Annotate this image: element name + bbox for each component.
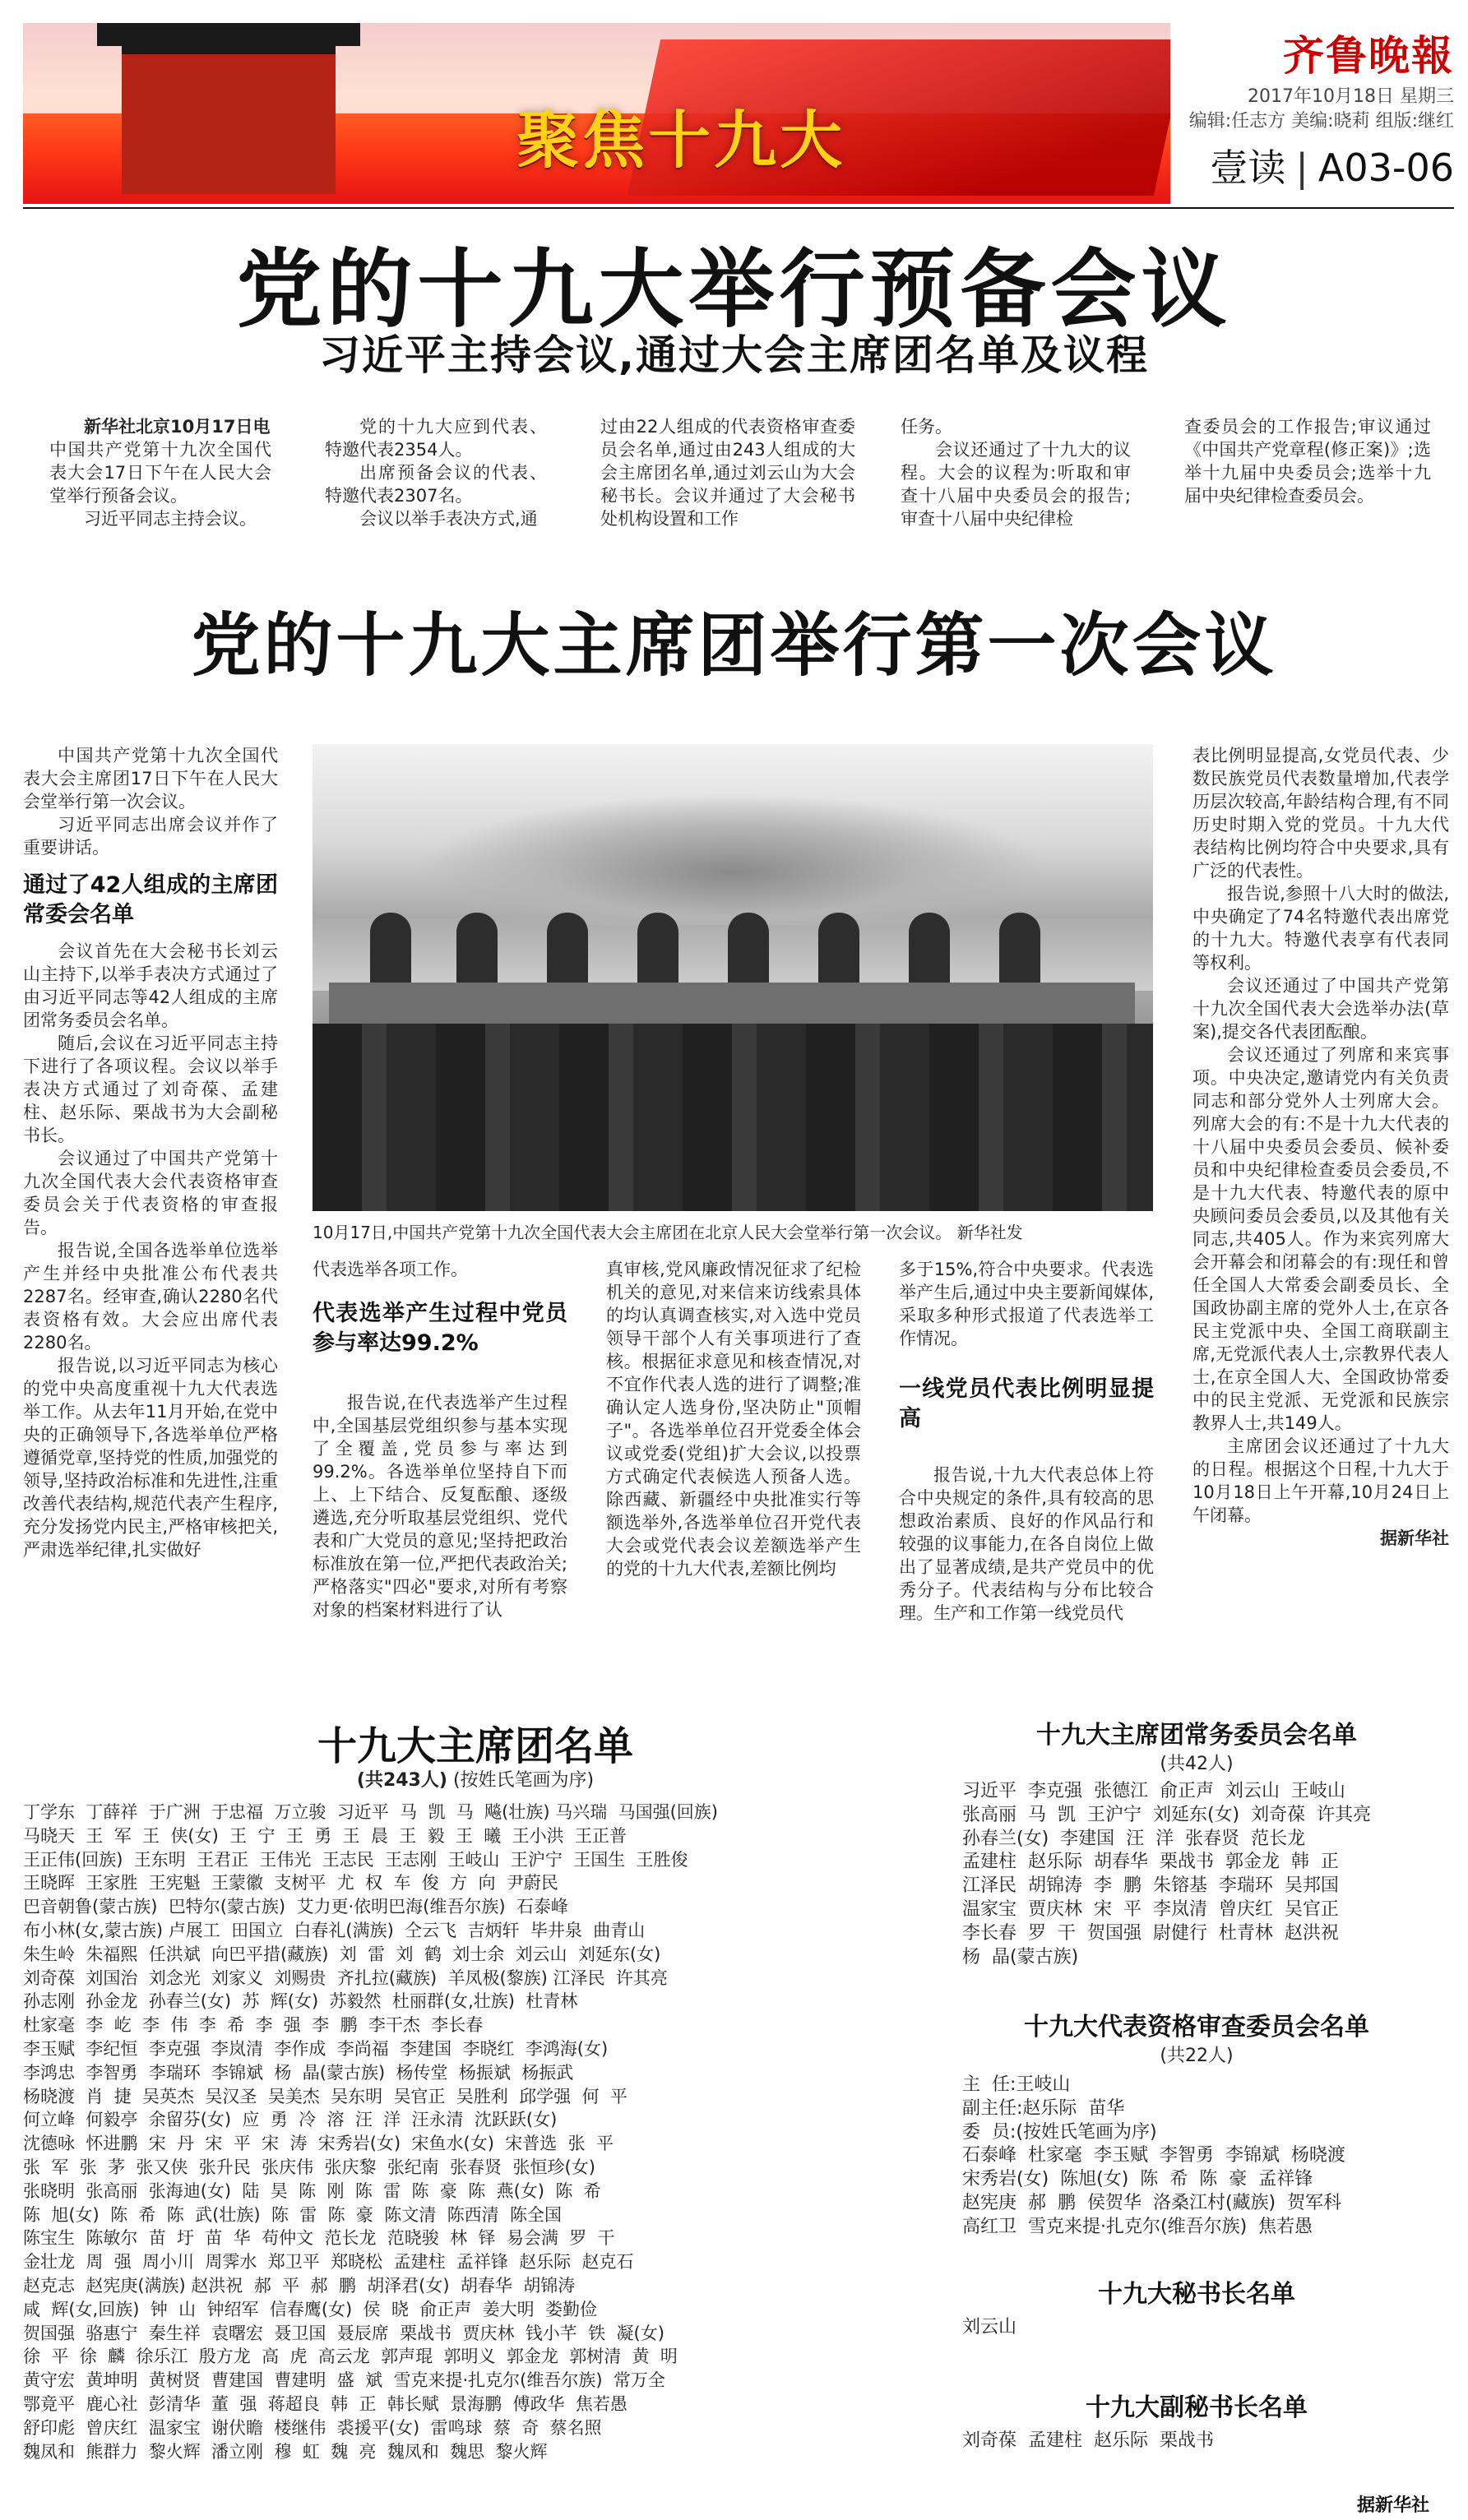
presidium-name-row: 张晓明 张高丽 张海迪(女) 陆 昊 陈 刚 陈 雷 陈 豪 陈 燕(女) 陈 希 <box>23 2180 601 2201</box>
article2-subhead-3: 一线党员代表比例明显提高 <box>899 1376 1154 1431</box>
article2-paragraph: 中国共产党第十九次全国代表大会主席团17日下午在人民大会堂举行第一次会议。 <box>23 746 278 811</box>
presidium-member-figure <box>547 913 588 991</box>
presidium-member-figure <box>728 913 769 991</box>
article1-paragraph: 查委员会的工作报告;审议通过《中国共产党章程(修正案)》;选举十九届中央委员会;选举十九届中央纪律检查委员会。 <box>1184 417 1431 506</box>
article2-paragraph: 会议首先在大会秘书长刘云山主持下,以举手表决方式通过了由习近平同志等42人组成的主席团常务委员会名单。 <box>23 941 278 1030</box>
article2-column-1 <box>23 744 278 1657</box>
standing-committee-name-row: 江泽民 胡锦涛 李 鹏 朱镕基 李瑞环 吴邦国 <box>962 1875 1339 1897</box>
deputy-secretary-general-names: 刘奇葆 孟建柱 赵乐际 栗战书 <box>962 2430 1214 2451</box>
article2-paragraph: 报告说,在代表选举产生过程中,全国基层党组织参与基本实现了全覆盖,党员参与率达到99.2%。各选举单位坚持自下而上、上下结合、反复酝酿、逐级遴选,充分听取基层党组织、党代表和广大党员的意见;坚持把政治标准放在第一位,严把代表政治关;严格落实"四必"要求,对所有考察对象的档案材料进行了认 <box>313 1393 567 1620</box>
secretary-general-name: 刘云山 <box>962 2317 1017 2337</box>
credentials-committee-name-row: 副主任:赵乐际 苗华 <box>962 2097 1125 2119</box>
deputy-secretary-general-title: 十九大副秘书长名单 <box>1086 2393 1308 2422</box>
presidium-name-row: 刘奇葆 刘国治 刘念光 刘家义 刘赐贵 齐扎拉(藏族) 羊凤极(黎族) 江泽民 许其亮 <box>23 1967 668 1988</box>
article2-paragraph: 报告说,全国各选举单位选举产生并经中央批准公布代表共2287名。经审查,确认2280名代表资格有效。大会应出席代表2280名。 <box>23 1241 278 1352</box>
standing-committee-name-row: 杨 晶(蒙古族) <box>962 1946 1079 1967</box>
article2-column-5 <box>1192 744 1449 1657</box>
credentials-committee-name-row: 高红卫 雪克来提·扎克尔(维吾尔族) 焦若愚 <box>962 2216 1313 2237</box>
presidium-name-row: 王正伟(回族) 王东明 王君正 王伟光 王志民 王志刚 王岐山 王沪宁 王国生 王胜俊 <box>23 1849 688 1870</box>
article2-paragraph: 真审核,党风廉政情况征求了纪检机关的意见,对来信来访线索具体的均认真调查核实,对入选中党员领导干部个人有关事项进行了查核。根据征求意见和核查情况,对不宜作代表人选的进行了调整;准确认定人选身份,坚决防止"顶帽子"。各选举单位召开党委全体会议或党委(党组)扩大会议,以投票方式确定代表候选人预备人选。除西藏、新疆经中央批准实行等额选举外,各选举单位召开党代表大会或党代表会议差额选举产生的党的十九大代表,差额比例均 <box>606 1260 861 1579</box>
presidium-name-row: 李玉赋 李纪恒 李克强 李岚清 李作成 李尚福 李建国 李晓红 李鸿海(女) <box>23 2038 609 2059</box>
article2-headline: 党的十九大主席团举行第一次会议 <box>191 605 1277 686</box>
section-name: 壹读 <box>1210 146 1286 190</box>
article2-paragraph: 习近平同志出席会议并作了重要讲话。 <box>23 815 278 858</box>
presidium-name-row: 何立峰 何毅亭 余留芬(女) 应 勇 冷 溶 汪 洋 汪永清 沈跃跃(女) <box>23 2110 558 2130</box>
presidium-name-row: 巴音朝鲁(蒙古族) 巴特尔(蒙古族) 艾力更·依明巴海(维吾尔族) 石泰峰 <box>23 1897 568 1917</box>
presidium-name-row: 陈宝生 陈敏尔 苗 圩 苗 华 苟仲文 范长龙 范晓骏 林 铎 易会满 罗 干 <box>23 2228 615 2249</box>
article2-paragraph: 代表选举各项工作。 <box>313 1260 468 1279</box>
credentials-committee-name-row: 石泰峰 杜家毫 李玉赋 李智勇 李锦斌 杨晓渡 <box>962 2145 1345 2166</box>
article2-column-3 <box>606 1258 861 1657</box>
article2-paragraph: 会议还通过了中国共产党第十九次全国代表大会选举办法(草案),提交各代表团酝酿。 <box>1192 976 1449 1042</box>
article2-subhead-1: 通过了42人组成的主席团常委会名单 <box>23 872 278 927</box>
presidium-meeting-photo <box>313 744 1153 1211</box>
banner-image <box>23 23 1170 204</box>
article1-paragraph: 任务。 <box>901 417 952 437</box>
presidium-name-list <box>23 1801 936 2487</box>
header-rule <box>23 207 1454 209</box>
presidium-name-row: 陈 旭(女) 陈 希 陈 武(壮族) 陈 雷 陈 豪 陈文清 陈西清 陈全国 <box>23 2204 562 2225</box>
standing-committee-name-row: 习近平 李克强 张德江 俞正声 刘云山 王岐山 <box>962 1781 1345 1801</box>
presidium-member-figure <box>999 913 1040 991</box>
credentials-committee-name-row: 委 员:(按姓氏笔画为序) <box>962 2121 1157 2143</box>
presidium-order-note: (按姓氏笔画为序) <box>452 1770 595 1791</box>
article2-paragraph: 表比例明显提高,女党员代表、少数民族党员代表数量增加,代表学历层次较高,年龄结构合理,有不同历史时期入党的党员。十九大代表结构比例均符合中央要求,具有广泛的代表性。 <box>1192 746 1449 881</box>
presidium-name-row: 王晓晖 王家胜 王宪魁 王蒙徽 支树平 尤 权 车 俊 方 向 尹蔚民 <box>23 1873 558 1893</box>
article1-column-1 <box>49 415 271 559</box>
article1-subheadline: 习近平主持会议,通过大会主席团名单及议程 <box>319 331 1149 379</box>
masthead <box>1183 23 1454 209</box>
section-divider: | <box>1295 146 1308 190</box>
standing-committee-name-row: 李长春 罗 干 贺国强 尉健行 杜青林 赵洪祝 <box>962 1922 1339 1944</box>
standing-committee-name-row: 孙春兰(女) 李建国 汪 洋 张春贤 范长龙 <box>962 1828 1306 1849</box>
presidium-name-row: 徐 平 徐 麟 徐乐江 殷方龙 高 虎 高云龙 郭声琨 郭明义 郭金龙 郭树清 黄 明 <box>23 2347 678 2367</box>
tiananmen-gate-graphic <box>122 39 336 194</box>
credentials-committee-name-row: 主 任:王岐山 <box>962 2074 1071 2095</box>
presidium-name-row: 马晓天 王 军 王 侠(女) 王 宁 王 勇 王 晨 王 毅 王 曦 王小洪 王正普 <box>23 1825 627 1846</box>
standing-committee-name-list <box>962 1780 1447 1973</box>
article2-column-4 <box>899 1258 1154 1657</box>
credentials-committee-name-list <box>962 2074 1447 2246</box>
banner-title: 聚焦十九大 <box>516 104 845 177</box>
paper-name: 齐鲁晚報 <box>1283 31 1454 80</box>
presidium-member-figure <box>818 913 859 991</box>
presidium-member-figure <box>637 913 678 991</box>
date-line: 2017年10月18日 星期三 <box>1248 86 1454 107</box>
presidium-member-figure <box>456 913 498 991</box>
article2-column-2 <box>313 1258 567 1657</box>
presidium-name-row: 魏凤和 熊群力 黎火辉 潘立刚 穆 虹 魏 亮 魏凤和 魏思 黎火辉 <box>23 2441 548 2462</box>
article1-column-5 <box>1184 415 1431 559</box>
presidium-member-figure <box>909 913 950 991</box>
article2-paragraph: 多于15%,符合中央要求。代表选举产生后,通过中央主要新闻媒体,采取多种形式报道了代表选举工作情况。 <box>899 1260 1154 1348</box>
presidium-name-row: 杜家毫 李 屹 李 伟 李 希 李 强 李 鹏 李干杰 李长春 <box>23 2015 484 2036</box>
article1-paragraph: 会议以举手表决方式,通 <box>359 509 538 529</box>
presidium-name-row: 孙志刚 孙金龙 孙春兰(女) 苏 辉(女) 苏毅然 杜丽群(女,壮族) 杜青林 <box>23 1991 578 2012</box>
credentials-committee-count: (共22人) <box>1160 2046 1234 2066</box>
presidium-name-row: 杨晓渡 肖 捷 吴英杰 吴汉圣 吴美杰 吴东明 吴官正 吴胜利 邱学强 何 平 <box>23 2086 627 2106</box>
presidium-name-row: 贺国强 骆惠宁 秦生祥 袁曙宏 聂卫国 聂辰席 栗战书 贾庆林 钱小芊 铁 凝(女) <box>23 2323 665 2343</box>
standing-committee-name-row: 孟建柱 赵乐际 胡春华 栗战书 郭金龙 韩 正 <box>962 1852 1339 1873</box>
presidium-list-title: 十九大主席团名单 <box>317 1723 633 1769</box>
presidium-name-row: 沈德咏 怀进鹏 宋 丹 宋 平 宋 涛 宋秀岩(女) 宋鱼水(女) 宋普选 张 平 <box>23 2134 614 2154</box>
presidium-name-row: 布小林(女,蒙古族) 卢展工 田国立 白春礼(满族) 仝云飞 吉炳轩 毕井泉 曲青山 <box>23 1920 646 1940</box>
presidium-name-row: 丁学东 丁薛祥 于广洲 于忠福 万立骏 习近平 马 凯 马 飚(壮族) 马兴瑞 马国强(回族) <box>23 1802 718 1822</box>
article2-credit: 据新华社 <box>1380 1528 1449 1548</box>
presidium-member-figure <box>370 913 411 991</box>
article1-headline: 党的十九大举行预备会议 <box>236 239 1232 340</box>
presidium-name-row: 黄守宏 黄坤明 黄树贤 曹建国 曹建明 盛 斌 雪克来提·扎克尔(维吾尔族) 常万全 <box>23 2370 665 2391</box>
credentials-committee-title: 十九大代表资格审查委员会名单 <box>1024 2013 1369 2041</box>
article2-paragraph: 随后,会议在习近平同志主持下进行了各项议程。会议以举手表决方式通过了刘奇葆、孟建柱、赵乐际、栗战书为大会副秘书长。 <box>23 1033 278 1145</box>
article1-paragraph: 习近平同志主持会议。 <box>84 509 257 529</box>
standing-committee-name-row: 张高丽 马 凯 王沪宁 刘延东(女) 刘奇葆 许其亮 <box>962 1804 1372 1825</box>
article1-column-3 <box>600 415 855 559</box>
audience-rows <box>313 1024 1153 1211</box>
article2-paragraph: 主席团会议还通过了十九大的日程。根据这个日程,十九大于10月18日上午开幕,10月24日上午闭幕。 <box>1192 1436 1449 1525</box>
standing-committee-count: (共42人) <box>1160 1754 1234 1774</box>
article1-paragraph: 会议还通过了十九大的议程。大会的议程为:听取和审查十八届中央委员会的报告;审查十八届中央纪律检 <box>901 440 1131 529</box>
presidium-name-row: 赵克志 赵宪庚(满族) 赵洪祝 郝 平 郝 鹏 胡泽君(女) 胡春华 胡锦涛 <box>23 2275 576 2296</box>
article1-column-4 <box>901 415 1131 559</box>
presidium-name-row: 咸 辉(女,回族) 钟 山 钟绍军 信春鹰(女) 侯 晓 俞正声 姜大明 娄勤俭 <box>23 2299 597 2319</box>
presidium-name-row: 鄂竟平 鹿心社 彭清华 董 强 蒋超良 韩 正 韩长赋 景海鹏 傅政华 焦若愚 <box>23 2393 627 2414</box>
article2-paragraph: 报告说,十九大代表总体上符合中央规定的条件,具有较高的思想政治素质、良好的作风品行和较强的议事能力,在各自岗位上做出了显著成绩,是共产党员中的优秀分子。代表结构与分布比较合理。生产和工作第一线党员代 <box>899 1465 1154 1623</box>
page-range: A03-06 <box>1317 146 1454 190</box>
standing-committee-name-row: 温家宝 贾庆林 宋 平 李岚清 曾庆红 吴官正 <box>962 1898 1339 1920</box>
roster-credit: 据新华社 <box>1357 2495 1430 2516</box>
editors-line: 编辑:任志方 美编:晓莉 组版:继红 <box>1188 111 1454 132</box>
presidium-name-row: 张 军 张 茅 张又侠 张升民 张庆伟 张庆黎 张纪南 张春贤 张恒珍(女) <box>23 2157 595 2177</box>
article2-paragraph: 报告说,参照十八大时的做法,中央确定了74名特邀代表出席党的十九大。特邀代表享有代表同等权利。 <box>1192 884 1449 973</box>
article2-paragraph: 会议通过了中国共产党第十九次全国代表大会代表资格审查委员会关于代表资格的审查报告。 <box>23 1149 278 1237</box>
page-header <box>23 23 1454 209</box>
presidium-name-row: 朱生岭 朱福熙 任洪斌 向巴平措(藏族) 刘 雷 刘 鹤 刘士余 刘云山 刘延东(女) <box>23 1944 661 1964</box>
secretary-general-title: 十九大秘书长名单 <box>1098 2280 1295 2309</box>
article2-paragraph: 报告说,以习近平同志为核心的党中央高度重视十九大代表选举工作。从去年11月开始,在党中央的正确领导下,各选举单位严格遵循党章,坚持党的性质,加强党的领导,坚持政治标准和先进性,注重改善代表结构,规范代表产生程序,充分发扬党内民主,严格审核把关,严肃选举纪律,扎实做好 <box>23 1356 278 1560</box>
article2-paragraph: 会议还通过了列席和来宾事项。中央决定,邀请党内有关负责同志和部分党外人士列席大会。列席大会的有:不是十九大代表的十八届中央委员会委员、候补委员和中央纪律检查委员会委员,不是十九大代表、特邀代表的原中央顾问委员会委员,以及其他有关同志,共405人。作为来宾列席大会开幕会和闭幕会的有:现任和曾任全国人大常委会副委员长、全国政协副主席的党外人士,在京各民主党派中央、全国工商联副主席,无党派代表人士,宗教界代表人士,在京全国人大、全国政协常委中的民主党派、无党派和民族宗教界人士,共149人。 <box>1192 1045 1449 1433</box>
article2-subhead-2: 代表选举产生过程中党员参与率达99.2% <box>313 1301 567 1356</box>
standing-committee-title: 十九大主席团常务委员会名单 <box>1036 1721 1357 1750</box>
dateline: 新华社北京10月17日电 <box>84 417 271 437</box>
presidium-name-row: 舒印彪 曾庆红 温家宝 谢伏瞻 楼继伟 裘援平(女) 雷鸣球 蔡 奇 蔡名照 <box>23 2417 602 2438</box>
presidium-name-row: 李鸿忠 李智勇 李瑞环 李锦斌 杨 晶(蒙古族) 杨传堂 杨振斌 杨振武 <box>23 2062 574 2083</box>
article1-paragraph: 过由22人组成的代表资格审查委员会名单,通过由243人组成的大会主席团名单,通过刘云山为大会秘书长。会议并通过了大会秘书处机构设置和工作 <box>600 417 855 529</box>
presidium-name-row: 金壮龙 周 强 周小川 周霁水 郑卫平 郑晓松 孟建柱 孟祥锋 赵乐际 赵克石 <box>23 2252 634 2273</box>
credentials-committee-name-row: 赵宪庚 郝 鹏 侯贺华 洛桑江村(藏族) 贺军科 <box>962 2192 1342 2213</box>
section-line <box>1210 138 1454 192</box>
presidium-count: (共243人) <box>356 1770 447 1791</box>
article1-paragraph: 党的十九大应到代表、特邀代表2354人。 <box>325 417 547 460</box>
article1-paragraph: 中国共产党第十九次全国代表大会17日下午在人民大会堂举行预备会议。 <box>49 440 271 506</box>
presidium-list-note <box>23 1766 928 1792</box>
article1-paragraph: 出席预备会议的代表、特邀代表2307名。 <box>325 463 547 506</box>
credentials-committee-name-row: 宋秀岩(女) 陈旭(女) 陈 希 陈 豪 孟祥锋 <box>962 2169 1313 2190</box>
article1-column-2 <box>325 415 547 559</box>
photo-caption: 10月17日,中国共产党第十九次全国代表大会主席团在北京人民大会堂举行第一次会议。 新华社发 <box>313 1223 1023 1242</box>
